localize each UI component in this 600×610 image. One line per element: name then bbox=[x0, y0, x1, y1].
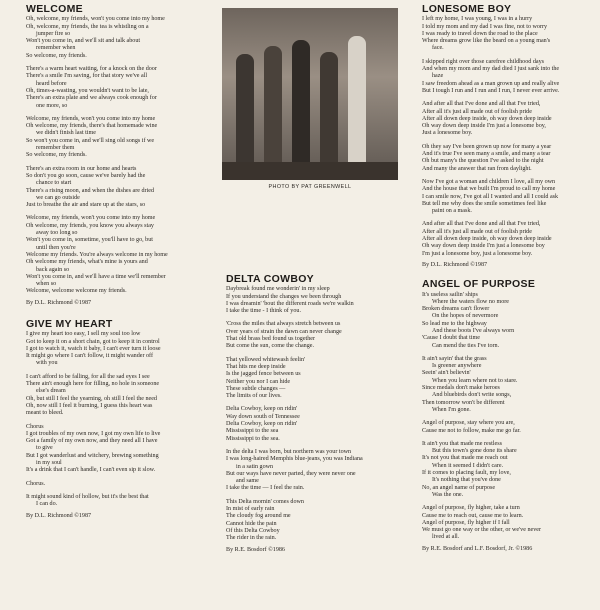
lyric-line: If it comes to placing fault, my love, bbox=[422, 470, 511, 477]
lyric-line: That yellowed whitewash feelin' bbox=[226, 356, 306, 363]
lyric-line: Welcome, my friends, won't you come into my home bbox=[26, 215, 156, 222]
song-title-angel-of-purpose: ANGEL OF PURPOSE bbox=[422, 278, 536, 291]
lyric-line: Cause me to reach out, cause me to learn. bbox=[422, 512, 524, 519]
lyric-line: There's a warm heart waiting, for a knock on the door bbox=[26, 66, 157, 73]
lyric-line: But come the sun, come the change. bbox=[226, 343, 314, 350]
lyric-line: Oh they say I've been grown up now for many a year bbox=[422, 143, 552, 150]
lyric-line: until then you're bbox=[36, 244, 76, 251]
credit-give-my-heart: By D.L. Richmond ©1987 bbox=[26, 512, 92, 519]
lyric-line: remember when bbox=[36, 45, 76, 52]
lyric-line: meant to bleed. bbox=[26, 410, 64, 417]
lyric-line: And the house that we built I'm proud to call my home bbox=[422, 186, 556, 193]
lyric-line: paint on a mask. bbox=[432, 208, 472, 215]
lyric-line: away too long so bbox=[36, 230, 78, 237]
lyric-line: Oh way down deep inside I'm just a lonesome boy bbox=[422, 243, 545, 250]
lyric-line: Delta Cowboy, keep on ridin' bbox=[226, 406, 298, 413]
lyric-line: I was long-haired Memphis blue-jeans, you was Indiana bbox=[226, 456, 363, 463]
lyric-line: If you understand the changes we been through bbox=[226, 293, 342, 300]
lyric-line: Delta Cowboy, keep on ridin' bbox=[226, 421, 298, 428]
lyric-line: I'm just a lonesome boy, just a lonesome boy. bbox=[422, 250, 533, 257]
left-column bbox=[26, 3, 202, 520]
lyric-line: we can go outside bbox=[36, 194, 80, 201]
credit-angel-of-purpose: By R.E. Bosdorf and L.F. Bosdorf, Jr. ©1986 bbox=[422, 545, 533, 552]
lyric-line: But tell me why does the smile sometimes feel like bbox=[422, 200, 547, 207]
lyric-line: There's an extra plate and we always cook enough for bbox=[26, 95, 157, 102]
lyric-line: And after all that I've done and all that I've tried, bbox=[422, 101, 541, 108]
photo-floor bbox=[222, 162, 398, 180]
lyric-line: After all it's just all made out of foolish pride bbox=[422, 228, 532, 235]
lyric-line: That old brass bed found us together bbox=[226, 336, 316, 343]
lyric-line: back again so bbox=[36, 266, 70, 273]
lyric-line: And it's true I've seen many a smile, and many a tear bbox=[422, 151, 551, 158]
lyric-line: There ain't enough here for filling, no hole in someone bbox=[26, 381, 160, 388]
lyric-line: When it seemed I didn't care. bbox=[432, 462, 504, 469]
lyric-line: Oh welcome, my friends, you know you always stay bbox=[26, 222, 154, 229]
lyric-line: It ain't you that made me restless bbox=[422, 440, 502, 447]
lyric-line: No, an angel name of purpose bbox=[422, 484, 496, 491]
lyric-line: But this town's gone done its share bbox=[432, 448, 517, 455]
lyric-line: Oh, but still I feel the yearning, oh still I feel the need bbox=[26, 395, 157, 402]
lyric-line: heard before bbox=[36, 80, 67, 87]
lyric-line: I was dreamin' 'bout the different roads we're walkin bbox=[226, 300, 354, 307]
lyric-line: And many the answer that ran from daylight. bbox=[422, 165, 532, 172]
lyric-line: lived at all. bbox=[432, 534, 460, 541]
lyric-line: That hits me deep inside bbox=[226, 363, 286, 370]
lyric-line: So welcome, my friends. bbox=[26, 152, 87, 159]
lyric-line: Can mend the ties I've torn. bbox=[432, 342, 500, 349]
lyric-line: in a satin gown bbox=[236, 463, 274, 470]
lyric-line: So won't you come in, and we'll sing old songs if we bbox=[26, 137, 155, 144]
lyric-line: After all down deep inside, oh way down deep inside bbox=[422, 236, 552, 243]
photo-caption: PHOTO BY PAT GREENWELL bbox=[268, 184, 352, 190]
lyric-line: Oh welcome my friends, what's mine is yours and bbox=[26, 259, 148, 266]
lyric-line: I can't afford to be falling, for all the sad eyes I see bbox=[26, 373, 150, 380]
lyric-line: Now I've got a woman and children I love, all my own bbox=[422, 178, 556, 185]
lyric-line: I told my mom and my dad I was fine, not to worry bbox=[422, 23, 548, 30]
band-member-figure bbox=[236, 54, 254, 174]
lyric-line: Where the waters flow no more bbox=[432, 298, 509, 305]
lyric-line: Oh but many's the question I've asked to the night bbox=[422, 158, 544, 165]
lyric-line: else's dream bbox=[36, 388, 66, 395]
lyric-line: These subtle changes — bbox=[226, 385, 286, 392]
band-photo bbox=[222, 8, 398, 180]
lyric-line: And these boots I've always worn bbox=[432, 327, 515, 334]
lyric-line: It's a drink that I can't handle, I can't even sip it slow. bbox=[26, 467, 156, 474]
lyric-line: we didn't finish last time bbox=[36, 130, 96, 137]
lyric-line: Welcome my friends. You're always welcome in my home bbox=[26, 251, 168, 258]
middle-column bbox=[226, 273, 400, 554]
lyric-line: Oh, times-a-wasting, you wouldn't want to be late, bbox=[26, 87, 149, 94]
lyric-line: The limits of our lives. bbox=[226, 393, 282, 400]
lyric-line: I give my heart too easy, I sell my soul too low bbox=[26, 331, 141, 338]
lyric-line: Is greener anywhere bbox=[432, 363, 482, 370]
lyric-line: So welcome, my friends. bbox=[26, 52, 87, 59]
lyric-line: one more, so bbox=[36, 102, 68, 109]
lyric-line: Won't you come in, sometime, you'll have to go, but bbox=[26, 237, 153, 244]
lyric-line: Since medals don't make heroes bbox=[422, 385, 500, 392]
lyric-line: Was the one. bbox=[432, 491, 464, 498]
song-title-give-my-heart: GIVE MY HEART bbox=[26, 317, 113, 330]
lyrics-lonesome-boy bbox=[422, 16, 596, 258]
lyric-line: I left my home, I was young, I was in a hurry bbox=[422, 16, 533, 23]
lyric-line: Just a lonesome boy. bbox=[422, 130, 473, 137]
lyric-line: Mississippi to the sea bbox=[226, 428, 279, 435]
lyric-line: Angel of purpose, fly higher if I fall bbox=[422, 519, 510, 526]
lyric-line: It ain't sayin' that the grass bbox=[422, 355, 487, 362]
lyric-line: But I got wanderlust and witchery, brewing something bbox=[26, 452, 159, 459]
lyric-line: It's useless sailin' ships bbox=[422, 291, 478, 298]
lyric-line: face. bbox=[432, 45, 444, 52]
lyric-line: It might sound kind of hollow, but it's the best that bbox=[26, 493, 149, 500]
lyric-line: But our ways have never parted, they were never one bbox=[226, 470, 356, 477]
credit-lonesome-boy: By D.L. Richmond ©1987 bbox=[422, 261, 488, 268]
lyric-line: chance to start bbox=[36, 180, 72, 187]
lyric-line: Mississippi to the sea. bbox=[226, 435, 280, 442]
lyric-line: Way down south of Tennessee bbox=[226, 413, 300, 420]
lyric-line: I skipped right over those carefree childhood days bbox=[422, 58, 545, 65]
lyric-line: I saw freedom ahead as a man grown up and really alive bbox=[422, 80, 560, 87]
lyric-line: It's not you that made me reach out bbox=[422, 455, 508, 462]
band-member-figure bbox=[348, 36, 366, 174]
band-member-figure bbox=[320, 52, 338, 174]
lyrics-angel-of-purpose bbox=[422, 292, 596, 542]
lyrics-welcome bbox=[26, 16, 202, 295]
lyric-line: Won't you come in, and we'll sit and talk about bbox=[26, 38, 141, 45]
credit-delta-cowboy: By R.E. Bosdorf ©1986 bbox=[226, 546, 285, 553]
lyric-line: Oh way down deep inside I'm just a lonesome boy, bbox=[422, 123, 546, 130]
lyric-line: Won't you come in, and we'll have a time we'll remember bbox=[26, 273, 166, 280]
lyric-line: 'Cause I doubt that time bbox=[422, 335, 480, 342]
song-title-welcome: WELCOME bbox=[26, 3, 83, 15]
lyric-line: After all down deep inside, oh way down deep inside bbox=[422, 115, 552, 122]
lyric-line: with you bbox=[36, 360, 58, 367]
credit-welcome: By D.L. Richmond ©1987 bbox=[26, 299, 92, 306]
lyrics-give-my-heart bbox=[26, 331, 202, 508]
lyric-line: Is the jagged fence between us bbox=[226, 371, 301, 378]
lyric-line: Neither you nor I can hide bbox=[226, 378, 291, 385]
lyric-line: I got troubles of my own now, I got my own life to live bbox=[26, 430, 161, 437]
lyric-line: Oh, welcome, my friends, won't you come into my home bbox=[26, 16, 165, 23]
lyric-line: When I'm gone. bbox=[432, 406, 471, 413]
lyric-line: When you learn where not to stare. bbox=[432, 377, 518, 384]
lyric-line: Angel of purpose, fly higher, take a turn bbox=[422, 505, 520, 512]
lyric-line: In mist of early rain bbox=[226, 506, 275, 513]
lyric-line: Cannot hide the pain bbox=[226, 520, 277, 527]
lyric-line: The cloudy fog around me bbox=[226, 513, 291, 520]
lyric-line: Broken dreams can't flower bbox=[422, 306, 490, 313]
lyric-line: And after all that I've done and all that I've tried, bbox=[422, 221, 541, 228]
lyric-line: haze bbox=[432, 73, 444, 80]
lyric-line: Oh, now still I feel it burning, I guess this heart was bbox=[26, 402, 153, 409]
lyric-line: Welcome, my friends, won't you come into my home bbox=[26, 115, 156, 122]
lyric-line: And bluebirds don't write songs, bbox=[432, 392, 512, 399]
lyrics-delta-cowboy bbox=[226, 286, 400, 542]
lyric-line: In the delta I was born, but northern was your town bbox=[226, 448, 352, 455]
lyric-line: I take the time — I feel the rain. bbox=[226, 485, 305, 492]
song-title-delta-cowboy: DELTA COWBOY bbox=[226, 273, 314, 285]
lyric-line: So don't you go soon, cause we've barely had the bbox=[26, 172, 146, 179]
lyric-line: Welcome, welcome welcome my friends. bbox=[26, 288, 127, 295]
lyric-line: This Delta mornin' comes down bbox=[226, 498, 304, 505]
lyric-line: Chorus bbox=[26, 423, 44, 430]
lyric-line: Got a family of my own now, and they need all I have bbox=[26, 438, 158, 445]
band-member-figure bbox=[264, 46, 282, 174]
lyric-line: I was ready to travel down the road to the place bbox=[422, 30, 538, 37]
lyric-line: Just to breathe the air and stare up at the stars, so bbox=[26, 202, 146, 209]
lyric-line: On the hopes of nevermore bbox=[432, 313, 499, 320]
lyric-line: There's an extra room in our home and hearts bbox=[26, 165, 137, 172]
lyric-line: We must go one way or the other, or we've never bbox=[422, 527, 541, 534]
lyric-line: I can do. bbox=[36, 501, 58, 508]
lyric-line: when so bbox=[36, 281, 57, 288]
lyric-line: jumper fire so bbox=[36, 30, 71, 37]
lyric-line: to give bbox=[36, 445, 53, 452]
right-column bbox=[422, 3, 596, 553]
lyric-line: I can smile now, I've got all I wanted and all I could ask bbox=[422, 193, 559, 200]
lyric-line: Cause me not to follow, make me go far. bbox=[422, 427, 521, 434]
lyric-line: I take the time - I think of you. bbox=[226, 308, 301, 315]
lyric-line: It's nothing that you've done bbox=[432, 477, 501, 484]
lyric-line: There's a rising moon, and when the dishes are dried bbox=[26, 187, 155, 194]
lyric-line: remember them bbox=[36, 145, 75, 152]
lyric-line: Got to keep it on a short chain, got to keep it in control bbox=[26, 338, 160, 345]
lyric-line: Over years of strain the dawn can never change bbox=[226, 328, 342, 335]
lyric-line: It might go where I can't follow, it might wander off bbox=[26, 353, 154, 360]
lyric-line: After all it's just all made out of foolish pride bbox=[422, 108, 532, 115]
lyric-line: in my soul bbox=[36, 460, 62, 467]
lyric-line: Oh, welcome, my friends, the tea is whistling on a bbox=[26, 23, 149, 30]
lyric-line: Angel of purpose, stay where you are, bbox=[422, 420, 515, 427]
lyric-line: and same bbox=[236, 478, 259, 485]
lyric-line: Seein' ain't believin' bbox=[422, 370, 471, 377]
lyric-line: Of this Delta Cowboy bbox=[226, 527, 280, 534]
lyric-line: I got to watch it, watch it baby, I can't ever turn it loose bbox=[26, 345, 161, 352]
lyric-line: There's a smile I'm saving, for that story we've all bbox=[26, 73, 148, 80]
lyric-line: And when my mom and my dad died I just sank into the bbox=[422, 66, 560, 73]
lyric-line: Oh welcome, my friends, there's that homemade wine bbox=[26, 123, 158, 130]
lyric-line: Then tomorrow won't be different bbox=[422, 399, 505, 406]
lyric-line: So lead me to the highway bbox=[422, 320, 487, 327]
lyric-line: 'Cross the miles that always stretch between us bbox=[226, 321, 341, 328]
lyric-line: Daybreak found me wonderin' in my sleep bbox=[226, 286, 330, 293]
lyric-line: Where dreams grow like the beard on a young man's bbox=[422, 38, 551, 45]
song-title-lonesome-boy: LONESOME BOY bbox=[422, 3, 512, 15]
lyric-line: But I tough I run and I run and I run, I never ever arrive. bbox=[422, 87, 560, 94]
lyric-line: Chorus. bbox=[26, 480, 46, 487]
band-member-figure bbox=[292, 40, 310, 174]
lyric-line: The rider in the rain. bbox=[226, 535, 277, 542]
